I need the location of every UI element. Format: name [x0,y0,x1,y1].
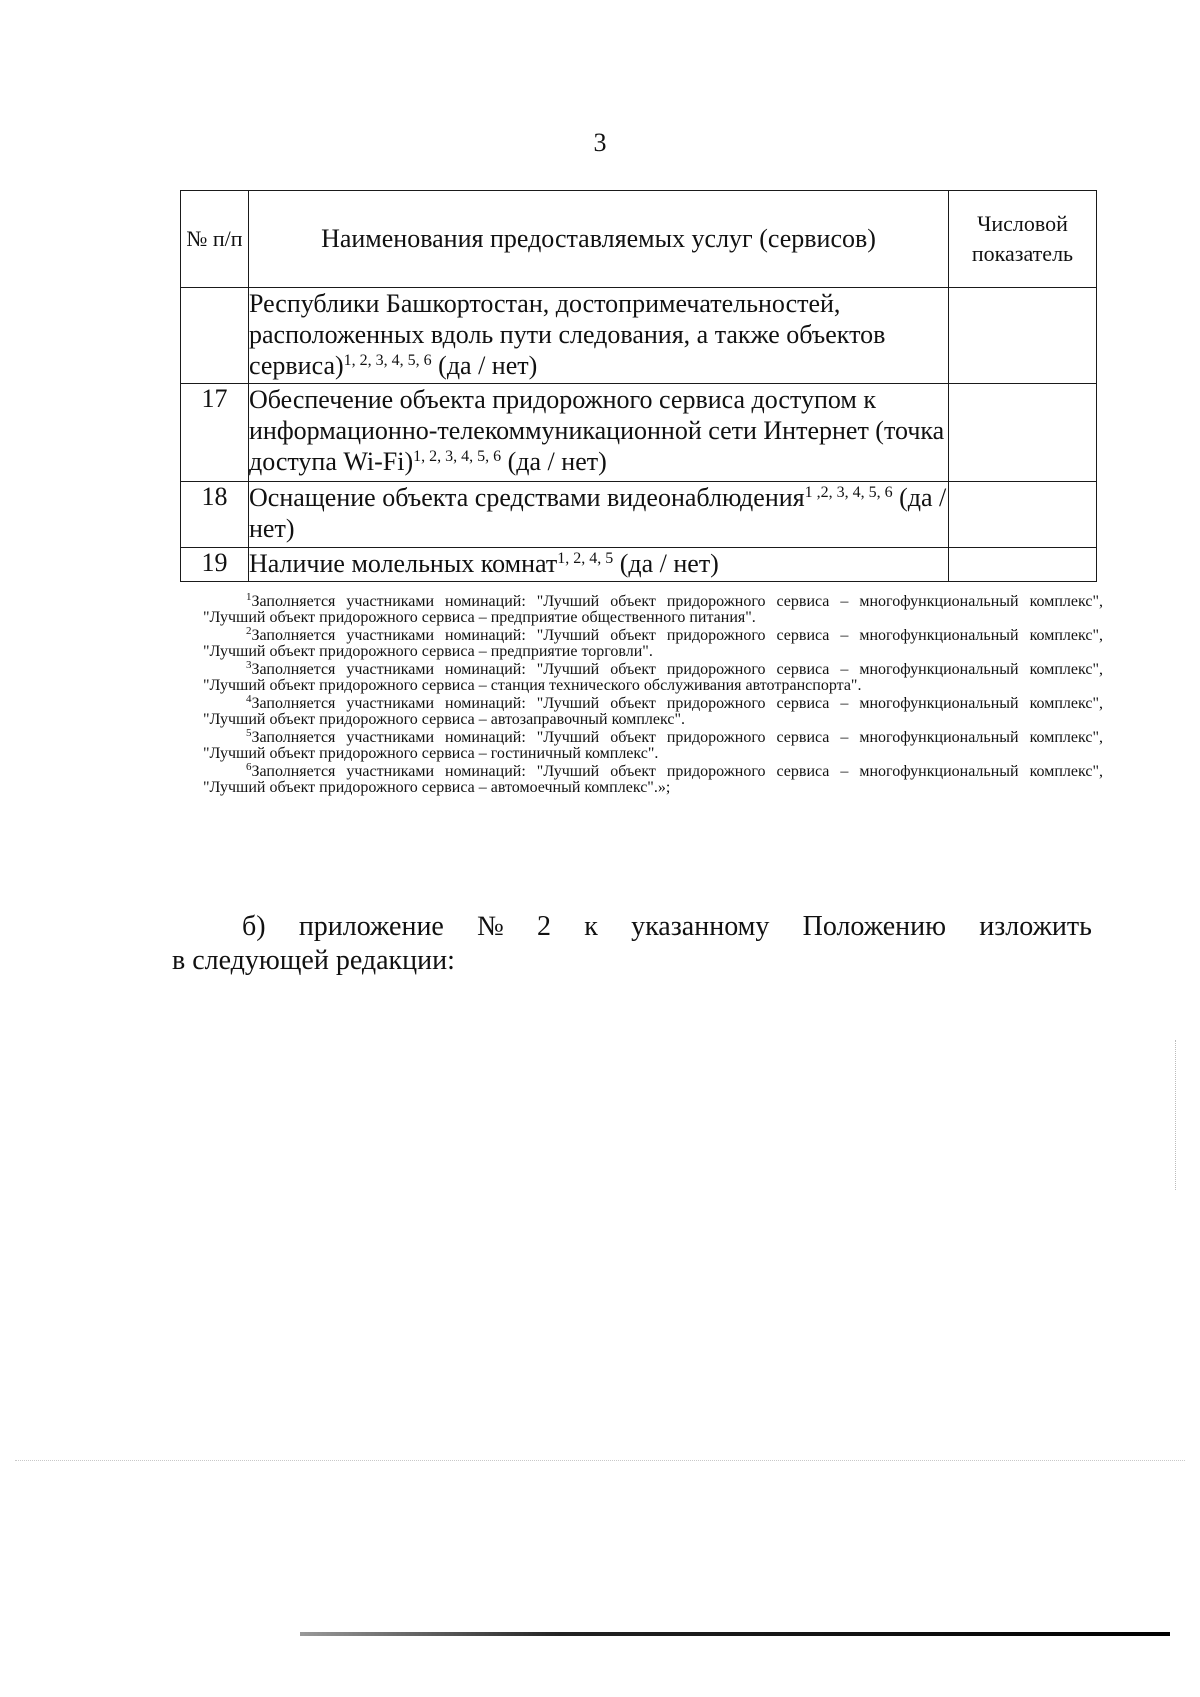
footnote [203,727,1103,762]
row-footnote-refs: 1, 2, 3, 4, 5, 6 [413,448,502,465]
footnote-text: Заполняется участниками номинаций: "Лучший объект придорожного сервиса – многофункциональный комплекс", "Лучший объект придорожного сервиса – гостиничный комплекс". [203,729,1103,762]
table-row [181,482,1097,548]
table-row [181,548,1097,582]
footnote [203,693,1103,728]
footnote-text: Заполняется участниками номинаций: "Лучший объект придорожного сервиса – многофункциональный комплекс", "Лучший объект придорожного сервиса – предприятие торговли". [203,627,1103,660]
row-numeric-value [949,384,1097,482]
row-footnote-refs: 1, 2, 3, 4, 5, 6 [343,352,432,369]
footnote-text: Заполняется участниками номинаций: "Лучший объект придорожного сервиса – многофункциональный комплекс", "Лучший объект придорожного сервиса – автомоечный комплекс".»; [203,763,1103,796]
footnote-mark: 4 [246,693,252,705]
header-service-name: Наименования предоставляемых услуг (сервисов) [249,191,949,288]
scan-artifact-line [300,1632,1170,1636]
row-text: Республики Башкортостан, достопримечательностей, расположенных вдоль пути следования, а также объектов сервиса) [249,289,886,380]
footnote-text: Заполняется участниками номинаций: "Лучший объект придорожного сервиса – многофункциональный комплекс", "Лучший объект придорожного сервиса – предприятие общественного питания". [203,593,1103,626]
row-answer-options: (да / нет) [613,549,719,578]
footnote [203,761,1103,796]
row-answer-options: (да / нет) [249,483,947,543]
row-service-name [249,482,949,548]
clause-word: указанному [631,911,770,942]
row-number [181,288,249,384]
clause-word: б) [242,911,266,942]
amendment-clause [172,910,1092,978]
header-number: № п/п [181,191,249,288]
footnote-mark: 2 [246,625,252,637]
footnote [203,591,1103,626]
row-text: Обеспечение объекта придорожного сервиса доступом к информационно-телекоммуникационной сети Интернет (точка доступа Wi-Fi) [249,385,945,476]
table-header-row [181,191,1097,288]
clause-word: приложение [298,911,444,942]
row-footnote-refs: 1, 2, 4, 5 [557,550,614,567]
services-table [180,190,1097,582]
table-row [181,384,1097,482]
row-service-name [249,288,949,384]
footnote-mark: 1 [246,591,252,603]
footnote-mark: 3 [246,659,252,671]
clause-word: изложить [979,911,1092,942]
footnote-text: Заполняется участниками номинаций: "Лучший объект придорожного сервиса – многофункциональный комплекс", "Лучший объект придорожного сервиса – станция технического обслуживания автотранспорта". [203,661,1103,694]
footnote-mark: 6 [246,761,252,773]
row-number: 19 [181,548,249,582]
clause-word: № [477,911,504,942]
row-numeric-value [949,548,1097,582]
row-service-name [249,548,949,582]
header-numeric-indicator: Числовой показатель [949,191,1097,288]
table-row [181,288,1097,384]
scan-artifact-edge [1175,1040,1178,1190]
clause-word: 2 [537,911,552,942]
scan-artifact-dots [15,1460,1185,1463]
clause-word: Положению [802,911,947,942]
page-number: 3 [593,128,607,157]
footnote [203,659,1103,694]
footnote-text: Заполняется участниками номинаций: "Лучший объект придорожного сервиса – многофункциональный комплекс", "Лучший объект придорожного сервиса – автозаправочный комплекс". [203,695,1103,728]
row-text: Наличие молельных комнат [249,549,558,578]
row-number: 18 [181,482,249,548]
row-numeric-value [949,482,1097,548]
footnote-mark: 5 [246,727,252,739]
row-number: 17 [181,384,249,482]
clause-second-line: в следующей редакции: [172,945,455,976]
row-numeric-value [949,288,1097,384]
row-service-name [249,384,949,482]
row-footnote-refs: 1 ,2, 3, 4, 5, 6 [804,484,893,501]
footnotes [203,591,1103,798]
row-answer-options: (да / нет) [431,351,538,380]
clause-word: к [584,911,598,942]
row-answer-options: (да / нет) [501,447,607,476]
footnote [203,625,1103,660]
clause-first-line [172,910,1092,944]
row-text: Оснащение объекта средствами видеонаблюдения [249,483,805,512]
